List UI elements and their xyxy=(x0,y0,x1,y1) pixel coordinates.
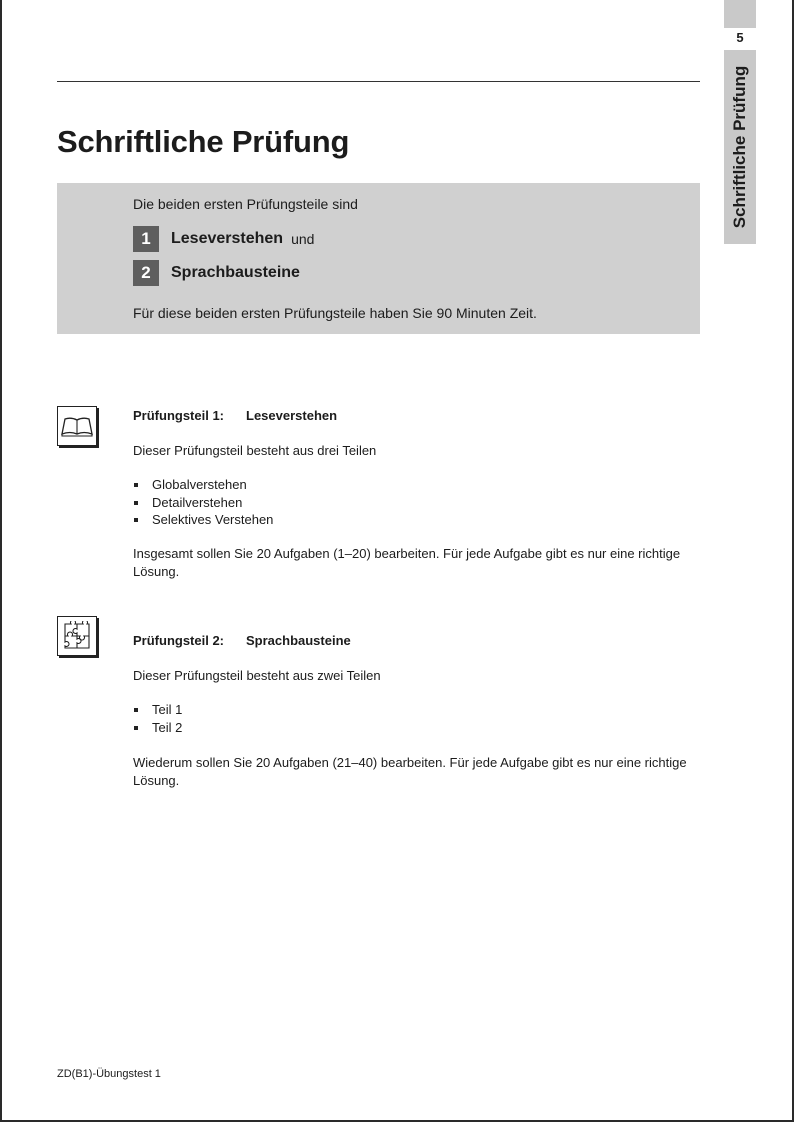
intro-item-suffix: und xyxy=(291,231,315,247)
bullet-list xyxy=(133,701,182,736)
list-item: Detailverstehen xyxy=(133,494,273,512)
bullet-list xyxy=(133,476,273,529)
chapter-side-tab-label: Schriftliche Prüfung xyxy=(730,65,749,229)
section-heading xyxy=(133,633,351,648)
number-badge: 1 xyxy=(133,226,159,252)
section-heading-title: Leseverstehen xyxy=(246,408,338,423)
section-summary: Wiederum sollen Sie 20 Aufgaben (21–40) bearbeiten. Für jede Aufgabe gibt es nur eine richtige Lösung. xyxy=(133,755,687,788)
puzzle-icon xyxy=(57,616,97,656)
section-heading-label: Prüfungsteil 2: xyxy=(133,633,225,648)
intro-item-label: Sprachbausteine xyxy=(171,264,300,281)
intro-item-2 xyxy=(133,260,300,286)
section-description: Dieser Prüfungsteil besteht aus zwei Teilen xyxy=(133,668,381,683)
section-heading-label: Prüfungsteil 1: xyxy=(133,408,225,423)
number-badge: 2 xyxy=(133,260,159,286)
list-item: Teil 1 xyxy=(133,701,182,719)
book-icon xyxy=(57,406,97,446)
list-item: Globalverstehen xyxy=(133,476,273,494)
section-summary: Insgesamt sollen Sie 20 Aufgaben (1–20) bearbeiten. Für jede Aufgabe gibt es nur eine richtige Lösung. xyxy=(133,546,681,579)
section-description: Dieser Prüfungsteil besteht aus drei Teilen xyxy=(133,443,377,458)
list-item: Selektives Verstehen xyxy=(133,511,273,529)
side-tab-cap xyxy=(724,0,756,28)
list-item: Teil 2 xyxy=(133,719,182,737)
intro-box xyxy=(57,183,700,334)
chapter-side-tab xyxy=(724,50,756,244)
intro-item-1 xyxy=(133,226,314,252)
footer-text: ZD(B1)-Übungstest 1 xyxy=(57,1068,161,1080)
header-rule xyxy=(57,81,700,82)
intro-lead: Die beiden ersten Prüfungsteile sind xyxy=(133,196,358,212)
intro-time-note: Für diese beiden ersten Prüfungsteile haben Sie 90 Minuten Zeit. xyxy=(133,305,537,321)
section-heading-title: Sprachbausteine xyxy=(246,633,351,648)
page-title: Schriftliche Prüfung xyxy=(57,124,350,159)
section-heading xyxy=(133,408,337,423)
intro-item-label: Leseverstehen xyxy=(171,230,284,247)
page-number: 5 xyxy=(736,30,744,45)
